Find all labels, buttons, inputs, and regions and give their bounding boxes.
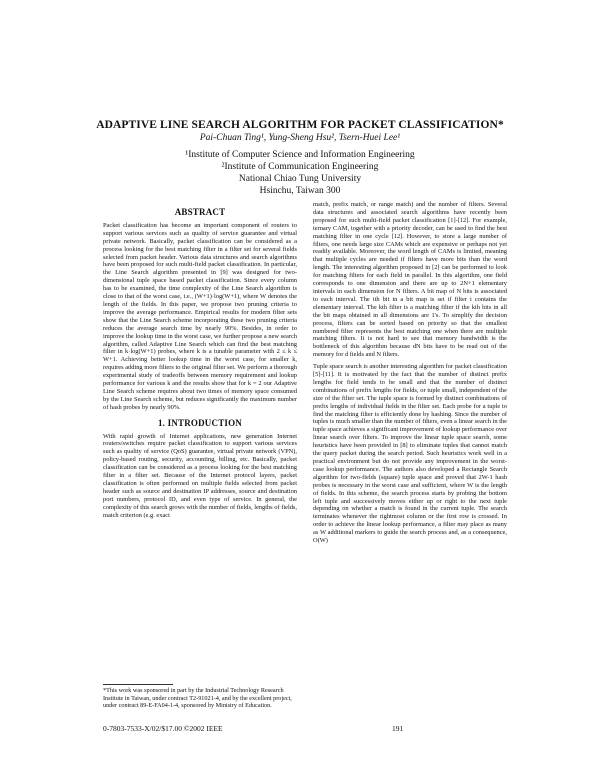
abstract-text: Packet classification has become an important component of routers to support various services such as quality of service guarantee and virtual private network. Basically, packet classification can be considered as a process looking for the best matching filter in a filter set for several fields selected from packet header. Various data structures and search algorithms have been proposed for such multi-field packet classification. In particular, the Line Search algorithm presented in [9] was designed for two-dimensional tuple space based packet classification. Since every column has to be examined, the time complexity of the Line Search algorithm is close to that of the worst case, i.e., (W+1)·log(W+1), where W denotes the length of the fields. In this paper, we propose two pruning criteria to improve the average performance. Empirical results for modern filter sets show that the Line Search scheme incorporating these two pruning criteria reduces the average search time by nearly 90%. Besides, in order to improve the lookup time in the worst case, we further propose a new search algorithm, called Adaptive Line Search which can find the best matching filter in k·log(W+1) probes, where k is a tunable parameter with 2 ≤ k ≤ W+1. Achieving better lookup time in the worst case, for smaller k, requires adding more filters to the original filter set. We perform a thorough experimental study of tradeoffs between memory requirement and lookup performance for various k and the results show that for k = 2 our Adaptive Line Search scheme requires about two times of memory space consumed by the Line Search scheme, but reduces significantly the maximum number of hash probes by nearly 90%. — [103, 221, 297, 411]
right-column-paragraph-2: Tuple space search is another interesting algorithm for packet classification [5]-[11]. It is motivated by the fact that the number of distinct prefix lengths for field tends to be small and that the number of distinct combinations of prefix lengths for fields, or tuple small, independent of the size of the filter set. The tuple space is formed by distinct combinations of prefix lengths of individual fields in the filter set. Each probe for a tuple to find the matching filter is efficiently done by hashing. Since the number of tuples is much smaller than the number of filters, even a linear search in the tuple space achieves a significant improvement of lookup performance over linear search over filters. To improve the linear tuple space search, some heuristics have been provided in [8] to eliminate tuples that cannot match the query packet during the search period. Such heuristics work well in a practical environment but do not provide any improvement in the worst-case lookup performance. The authors also developed a Rectangle Search algorithm for two-fields (square) tuple space and proved that 2W-1 hash probes is necessary in the worst case and sufficient, where W is the length of fields. In this scheme, the search process starts by probing the bottom left tuple and successively moves either up or right to the next tuple depending on whether a match is found in the current tuple. The search terminates whenever the rightmost column or the first row is crossed. In order to achieve the linear lookup performance, a filter may place as many as W additional markers to guide the search process and, as a consequence, O(W) — [313, 363, 507, 545]
footnote-rule — [103, 684, 173, 685]
paper-title: ADAPTIVE LINE SEARCH ALGORITHM FOR PACKET CLASSIFICATION* — [96, 119, 504, 131]
affiliation-line-1: ¹Institute of Computer Science and Information Engineering — [185, 150, 415, 160]
footer-isbn: 0-7803-7533-X/02/$17.00 ©2002 IEEE — [103, 724, 223, 733]
footnote: *This work was sponsored in part by the Industrial Technology Research Institute in Taiwan, under contract T2-91021-4, and by the excellent project, under contract 89-E-FA04-1-4, sponsored by Ministry of Education. — [103, 687, 292, 710]
right-column — [313, 201, 507, 549]
page-number: 191 — [392, 724, 404, 733]
left-column — [103, 209, 297, 524]
right-column-paragraph-1: match, prefix match, or range match) and the number of filters. Several data structures and associated search algorithms have recently been proposed for such multi-field packet classification [1]-[12]. For example, ternary CAM, together with a priority decoder, can be used to find the best matching filter in one cycle [12]. However, to store a large number of filters, one needs large size CAMs which are expensive or perhaps not yet readily available. Moreover, the word length of CAMs is limited, meaning that multiple cycles are needed if filters have more bits than the word length. The interesting algorithm proposed in [2] can be performed to look for matching filters for each field in parallel. In this algorithm, one field corresponds to one dimension and there are up to 2N+1 elementary intervals in each dimension for N filters. A bit map of N bits is associated to each interval. The ith bit in a bit map is set if filter i contains the elementary interval. The kth filter is a matching filter if the kth bits in all the bit maps obtained in all dimensions are 1's. To simplify the decision process, filters can be sorted based on priority so that the smallest numbered filter represents the best matching one when there are multiple matching filters. It is not hard to see that memory bandwidth is the bottleneck of this algorithm because dN bits have to be read out of the memory for d fields and N filters. — [313, 201, 507, 359]
university-name: National Chiao Tung University — [238, 174, 362, 184]
introduction-text: With rapid growth of Internet applications, new generation Internet routers/switches require packet classification to support various services such as quality of service (QoS) guarantee, virtual private network (VPN), policy-based routing, security, accounting, billing, etc. Basically, packet classification can be considered as a process looking for the best matching filter in a filter set. Because of the Internet protocol layers, packet classification is often performed on multiple fields selected from packet header such as source and destination IP addresses, source and destination port numbers, protocol ID, and even type of service. In general, the complexity of this search grows with the number of fields, lengths of fields, match criterion (e.g. exact — [103, 432, 297, 519]
university-location: Hsinchu, Taiwan 300 — [259, 186, 341, 196]
abstract-heading: ABSTRACT — [174, 207, 226, 217]
introduction-heading: 1. INTRODUCTION — [157, 417, 242, 428]
paper-authors: Pai-Chuan Ting¹, Yung-Sheng Hsu², Tsern-Huei Lee¹ — [199, 133, 401, 143]
affiliation-line-2: ²Institute of Communication Engineering — [221, 162, 379, 172]
